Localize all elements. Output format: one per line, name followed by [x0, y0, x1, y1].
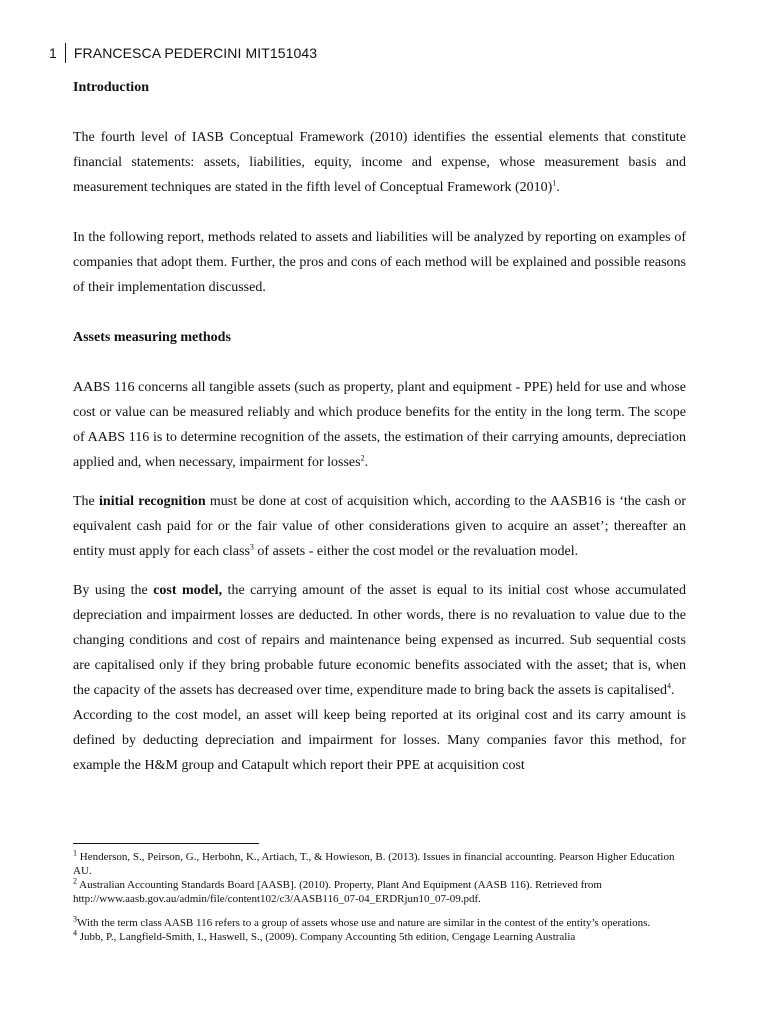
header-divider — [65, 43, 66, 63]
assets-heading: Assets measuring methods — [73, 330, 231, 345]
footnote-ref-2: 2 — [360, 453, 365, 463]
footnote-ref-1: 1 — [552, 178, 557, 188]
page-number: 1 — [49, 45, 57, 61]
assets-paragraph-1: AABS 116 concerns all tangible assets (such as property, plant and equipment - PPE) held for use and whose cost or value can be measured reliably and which produce benefits for the entity in the long term. The scope of AABS 116 is to determine recognition of the assets, the estimation of their carrying amounts, depreciation applied and, when necessary, impairment for losses$^2$. — [73, 380, 686, 470]
footnote-3: $^3$With the term class AASB 116 refers to a group of assets whose use and nature are similar in the contest of the entity’s operations. — [73, 914, 651, 929]
introduction-paragraph-2: In the following report, methods related to assets and liabilities will be analyzed by reporting on examples of companies that adopt them. Further, the pros and cons of each method will be explained and possible reasons of their implementation discussed. — [73, 230, 686, 295]
introduction-paragraph-1: The fourth level of IASB Conceptual Framework (2010) identifies the essential elements that constitute financial statements: assets, liabilities, equity, income and expense, whose measurement basis and measurement techniques are stated in the fifth level of Conceptual Framework $(2010)^1$. — [73, 130, 686, 195]
page-header — [49, 42, 317, 64]
document-body — [73, 75, 686, 778]
footnote-2: $^2$ Australian Accounting Standards Board [AASB]. (2010). Property, Plant And Equipment (AASB 116). Retrieved from http://www.aasb.gov.au/admin/file/content102/c3/AASB116_07-04_ERDRjun10_07-09.pdf. — [73, 876, 602, 905]
cost-model-term: cost model, — [153, 583, 223, 598]
footnote-ref-4: 4 — [667, 681, 672, 691]
initial-recognition-term: initial recognition — [99, 494, 206, 509]
footnotes — [73, 843, 686, 944]
header-title: FRANCESCA PEDERCINI MIT151043 — [73, 45, 318, 61]
assets-paragraph-3: By using the cost model, the carrying amount of the asset is equal to its initial cost whose accumulated depreciation and impairment losses are deducted. In other words, there is no revaluation to value due to the changing conditions and cost of repairs and maintenance being expensed as incurred. Sub sequential costs are capitalised only if they bring probable future economic benefits associated with the asset; that is, when the capacity of the assets has decreased over time, expenditure made to bring back the assets is capitalised$^4$. — [73, 583, 686, 698]
footnote-4: $^4$ Jubb, P., Langfield-Smith, I., Haswell, S., (2009). Company Accounting 5th edition, Cengage Learning Australia — [73, 928, 576, 943]
footnote-1: $^1$ Henderson, S., Peirson, G., Herbohn, K., Artiach, T., & Howieson, B. (2013). Issues in financial accounting. Pearson Higher Education AU. — [73, 848, 675, 877]
introduction-heading: Introduction — [73, 80, 149, 95]
assets-paragraph-2: The initial recognition must be done at cost of acquisition which, according to the AASB16 is ‘the cash or equivalent cash paid for or the fair value of other considerations given to acquire an asset’; thereafter an entity must apply for each class$^3$ of assets - either the cost model or the revaluation model. — [73, 494, 686, 559]
footnote-separator — [73, 843, 259, 844]
assets-paragraph-4: According to the cost model, an asset will keep being reported at its original cost and its carry amount is defined by deducting depreciation and impairment for losses. Many companies favor this method, for example the H&M group and Catapult which report their PPE at acquisition cost — [73, 708, 686, 773]
footnote-ref-3: 3 — [249, 542, 254, 552]
